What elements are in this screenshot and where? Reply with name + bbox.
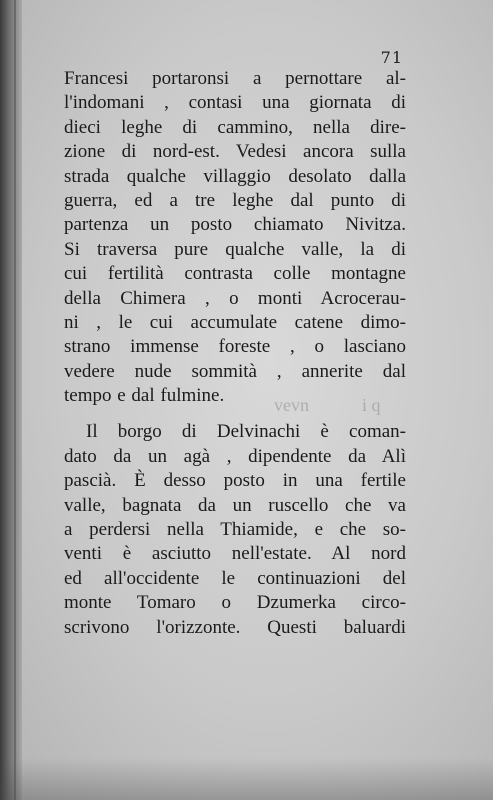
text-line: strada qualche villaggio desolato dalla [64,165,406,187]
text-line: Si traversa pure qualche valle, la di [64,238,406,260]
text-line: pascià. È desso posto in una fertile [64,470,406,492]
bleed-through-text: vevn [274,395,309,415]
page-gutter-shadow [0,0,22,800]
text-line: della Chimera , o monti Acrocerau- [64,287,406,309]
binding-line [14,0,16,800]
text-line: tempo e dal fulmine. [64,385,225,407]
text-line: dieci leghe di cammino, nella dire- [64,116,406,138]
page-bottom-shadow [0,758,493,800]
text-line: ed all'occidente le continuazioni del [64,567,406,589]
text-line: partenza un posto chiamato Nivitza. [64,214,406,236]
text-line: valle, bagnata da un ruscello che va [64,494,406,516]
text-line: a perdersi nella Thiamide, e che so- [64,519,406,541]
bleed-through-text: i q [362,395,381,415]
text-line: Il borgo di Delvinachi è coman- [86,421,406,443]
text-line: dato da un agà , dipendente da Alì [64,445,406,467]
text-line: monte Tomaro o Dzumerka circo- [64,592,406,614]
paragraph-gap [64,408,406,420]
text-line: Francesi portaronsi a pernottare al- [64,68,406,89]
text-line: l'indomani , contasi una giornata di [64,92,406,114]
text-line: scrivono l'orizzonte. Questi baluardi [64,616,406,638]
page-number: 71 [380,48,403,67]
text-line: vedere nude sommità , annerite dal [64,360,406,382]
text-line: venti è asciutto nell'estate. Al nord [64,543,406,565]
body-text [64,67,406,640]
text-line: strano immense foreste , o lasciano [64,336,406,358]
text-line: cui fertilità contrasta colle montagne [64,263,406,285]
text-line: guerra, ed a tre leghe dal punto di [64,189,406,211]
text-line: ni , le cui accumulate catene dimo- [64,311,406,333]
text-line: zione di nord-est. Vedesi ancora sulla [64,141,406,163]
